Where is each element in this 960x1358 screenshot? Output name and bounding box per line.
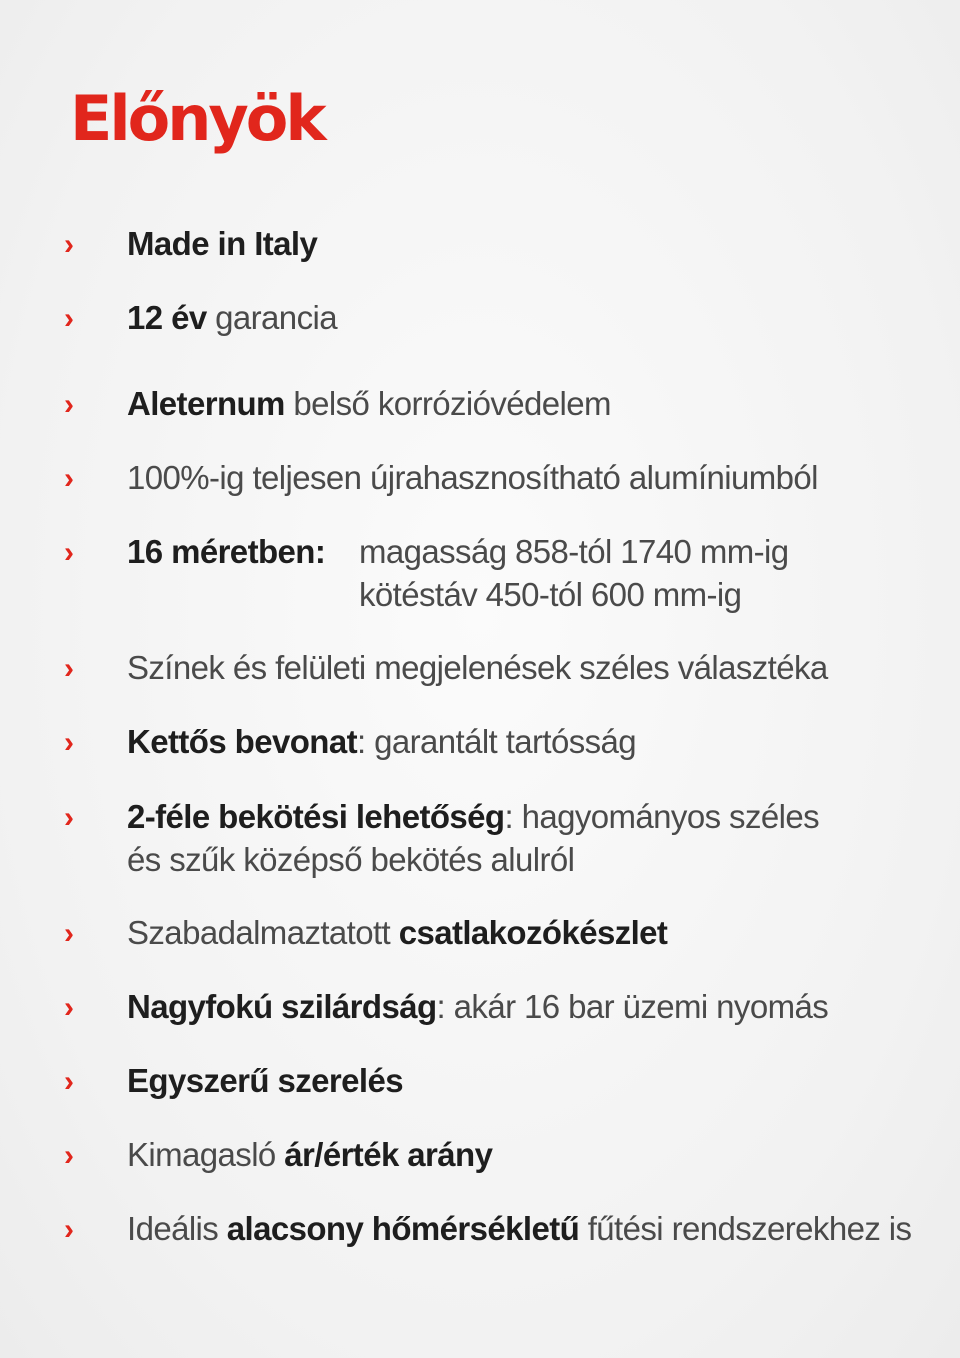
list-item-regular: Kimagasló	[127, 1136, 285, 1173]
chevron-right-icon: ›	[64, 302, 74, 335]
list-item-bold: 2-féle bekötési lehetőség	[127, 798, 505, 835]
list-item-bold: Nagyfokú szilárdság	[127, 988, 437, 1025]
list-item-bold: csatlakozókészlet	[398, 914, 668, 951]
chevron-right-icon: ›	[64, 801, 74, 834]
list-item-text	[127, 985, 920, 1028]
list-item-bold: Kettős bevonat	[127, 723, 357, 760]
chevron-right-icon: ›	[64, 917, 74, 950]
page-title: Előnyök	[70, 82, 324, 155]
chevron-right-icon: ›	[64, 462, 74, 495]
list-item-text	[127, 1059, 920, 1102]
chevron-right-icon: ›	[64, 536, 74, 569]
list-item-regular: belső korrózióvédelem	[284, 385, 611, 422]
list-item-regular: Ideális	[127, 1210, 227, 1247]
list-item-regular: : hagyományos széles	[504, 798, 819, 835]
list-item-text	[127, 795, 920, 838]
list-item-regular: fűtési rendszerekhez is	[579, 1210, 912, 1247]
list-item-bold: Aleternum	[127, 385, 285, 422]
chevron-right-icon: ›	[64, 1213, 74, 1246]
list-item-text	[127, 456, 920, 499]
chevron-right-icon: ›	[64, 652, 74, 685]
sizes-label: 16 méretben:	[127, 533, 326, 570]
list-item-text	[127, 911, 920, 954]
list-item-text	[127, 720, 920, 763]
list-item-regular: garancia	[206, 299, 337, 336]
sizes-spacing-range: kötéstáv 450-tól 600 mm-ig	[359, 576, 742, 613]
chevron-right-icon: ›	[64, 1065, 74, 1098]
list-item-bold: Made in Italy	[127, 225, 318, 262]
list-item-regular: Szabadalmaztatott	[127, 914, 399, 951]
chevron-right-icon: ›	[64, 388, 74, 421]
list-item-text	[127, 1133, 920, 1176]
list-item-regular: : akár 16 bar üzemi nyomás	[436, 988, 829, 1025]
chevron-right-icon: ›	[64, 726, 74, 759]
chevron-right-icon: ›	[64, 228, 74, 261]
list-item-text	[127, 222, 920, 265]
list-item-regular: Színek és felületi megjelenések széles választéka	[127, 649, 828, 686]
list-item-regular: : garantált tartósság	[356, 723, 637, 760]
list-item-bold: Egyszerű szerelés	[127, 1062, 403, 1099]
list-item-text	[127, 296, 920, 339]
list-item-bold: alacsony hőmérsékletű	[226, 1210, 580, 1247]
list-item-text	[127, 1207, 920, 1250]
list-item-bold: ár/érték arány	[284, 1136, 493, 1173]
list-item-bold: 12 év	[127, 299, 207, 336]
chevron-right-icon: ›	[64, 1139, 74, 1172]
list-item-text	[127, 382, 920, 425]
sizes-height-range: magasság 858-tól 1740 mm-ig	[359, 533, 789, 570]
list-item-regular: 100%-ig teljesen újrahasznosítható alumíniumból	[127, 459, 818, 496]
list-item-text	[127, 646, 920, 689]
list-item-text-line2: és szűk középső bekötés alulról	[127, 841, 575, 878]
chevron-right-icon: ›	[64, 991, 74, 1024]
